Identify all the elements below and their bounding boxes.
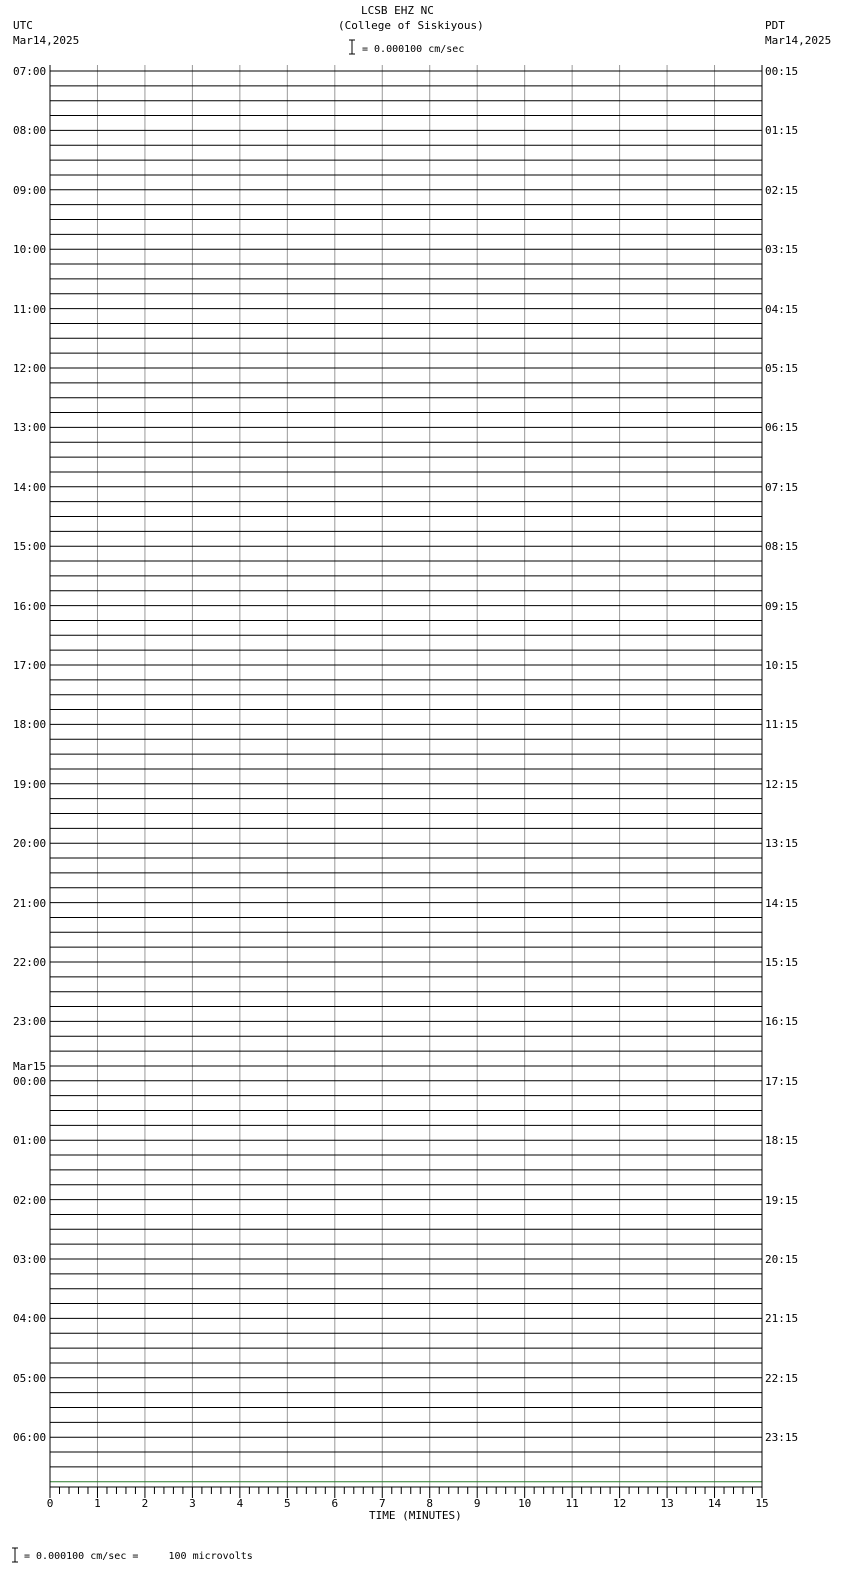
- x-tick-label: 14: [707, 1497, 722, 1510]
- x-tick-label: 3: [189, 1497, 196, 1510]
- left-hour-label: 23:00: [13, 1015, 47, 1029]
- right-hour-label: 19:15: [765, 1193, 799, 1207]
- right-hour-label: 10:15: [765, 659, 799, 672]
- trace-lines: [50, 65, 762, 1487]
- x-tick-label: 10: [518, 1497, 532, 1510]
- scale-bar-icon: [349, 40, 355, 54]
- x-tick-label: 9: [473, 1497, 481, 1510]
- left-timezone: UTC: [13, 19, 33, 32]
- x-tick-label: 11: [565, 1497, 579, 1510]
- right-hour-label: 23:15: [765, 1431, 799, 1445]
- x-tick-label: 2: [141, 1497, 149, 1510]
- left-hour-label: 02:00: [13, 1193, 47, 1207]
- left-hour-label: 19:00: [13, 777, 47, 791]
- left-hour-label: 08:00: [13, 124, 47, 138]
- right-hour-label: 09:15: [765, 599, 799, 613]
- right-hour-label: 14:15: [765, 896, 799, 910]
- right-hour-label: 20:15: [765, 1253, 799, 1266]
- left-hour-label: 01:00: [13, 1134, 47, 1148]
- left-hour-label: 12:00: [13, 362, 47, 375]
- right-hour-label: 22:15: [765, 1371, 799, 1385]
- left-hour-label: 04:00: [13, 1312, 47, 1326]
- right-date: Mar14,2025: [765, 34, 832, 47]
- right-hour-label: 12:15: [765, 777, 799, 791]
- left-hour-label: 11:00: [13, 302, 47, 316]
- right-hour-label: 08:15: [765, 540, 799, 554]
- x-axis-ticks: [50, 1487, 762, 1498]
- x-tick-label: 4: [236, 1497, 244, 1510]
- left-hour-label: 14:00: [13, 480, 47, 494]
- left-hour-label: 16:00: [13, 599, 47, 613]
- right-hour-label: 04:15: [765, 302, 799, 316]
- x-axis-title: TIME (MINUTES): [369, 1509, 462, 1522]
- x-tick-label: 15: [755, 1497, 769, 1510]
- left-hour-label: 20:00: [13, 837, 47, 851]
- left-hour-label: 17:00: [13, 659, 47, 672]
- left-hour-label: 15:00: [13, 540, 47, 554]
- left-hour-label: 03:00: [13, 1253, 47, 1266]
- left-hour-label: 13:00: [13, 421, 47, 435]
- x-tick-label: 1: [94, 1497, 101, 1510]
- right-timezone: PDT: [765, 19, 785, 32]
- right-hour-label: 16:15: [765, 1015, 799, 1029]
- date-change-label: Mar15: [13, 1059, 47, 1073]
- x-tick-label: 7: [378, 1497, 386, 1510]
- left-hour-label: 22:00: [13, 956, 47, 969]
- x-tick-label: 13: [660, 1497, 674, 1510]
- left-hour-label: 07:00: [13, 65, 47, 78]
- x-tick-label: 0: [46, 1497, 54, 1510]
- station-location: (College of Siskiyous): [338, 19, 484, 32]
- right-hour-label: 05:15: [765, 362, 799, 375]
- right-hour-label: 15:15: [765, 956, 799, 969]
- right-hour-label: 17:15: [765, 1074, 799, 1088]
- right-hour-label: 06:15: [765, 421, 799, 435]
- right-hour-label: 02:15: [765, 183, 799, 197]
- right-hour-label: 03:15: [765, 243, 799, 257]
- left-hour-label: 09:00: [13, 183, 47, 197]
- left-hour-label: 18:00: [13, 718, 47, 732]
- left-hour-label: 00:00: [13, 1074, 47, 1088]
- footer-scale-bar-icon: [12, 1548, 18, 1562]
- scale-label: = 0.000100 cm/sec: [362, 44, 465, 55]
- left-hour-label: 05:00: [13, 1371, 47, 1385]
- left-date: Mar14,2025: [13, 34, 80, 47]
- right-hour-label: 07:15: [765, 480, 799, 494]
- right-hour-label: 01:15: [765, 124, 799, 138]
- left-hour-label: 10:00: [13, 243, 47, 257]
- footer-scale-label: = 0.000100 cm/sec = 100 microvolts: [24, 1551, 253, 1562]
- x-tick-label: 12: [613, 1497, 627, 1510]
- right-hour-label: 00:15: [765, 65, 799, 78]
- right-hour-label: 13:15: [765, 837, 799, 851]
- right-hour-label: 11:15: [765, 718, 799, 732]
- x-tick-label: 8: [426, 1497, 434, 1510]
- left-hour-label: 21:00: [13, 896, 47, 910]
- right-hour-label: 18:15: [765, 1134, 799, 1148]
- right-hour-label: 21:15: [765, 1312, 799, 1326]
- x-tick-label: 6: [331, 1497, 339, 1510]
- left-hour-label: 06:00: [13, 1431, 47, 1445]
- x-tick-label: 5: [284, 1497, 291, 1510]
- station-title: LCSB EHZ NC: [361, 4, 434, 17]
